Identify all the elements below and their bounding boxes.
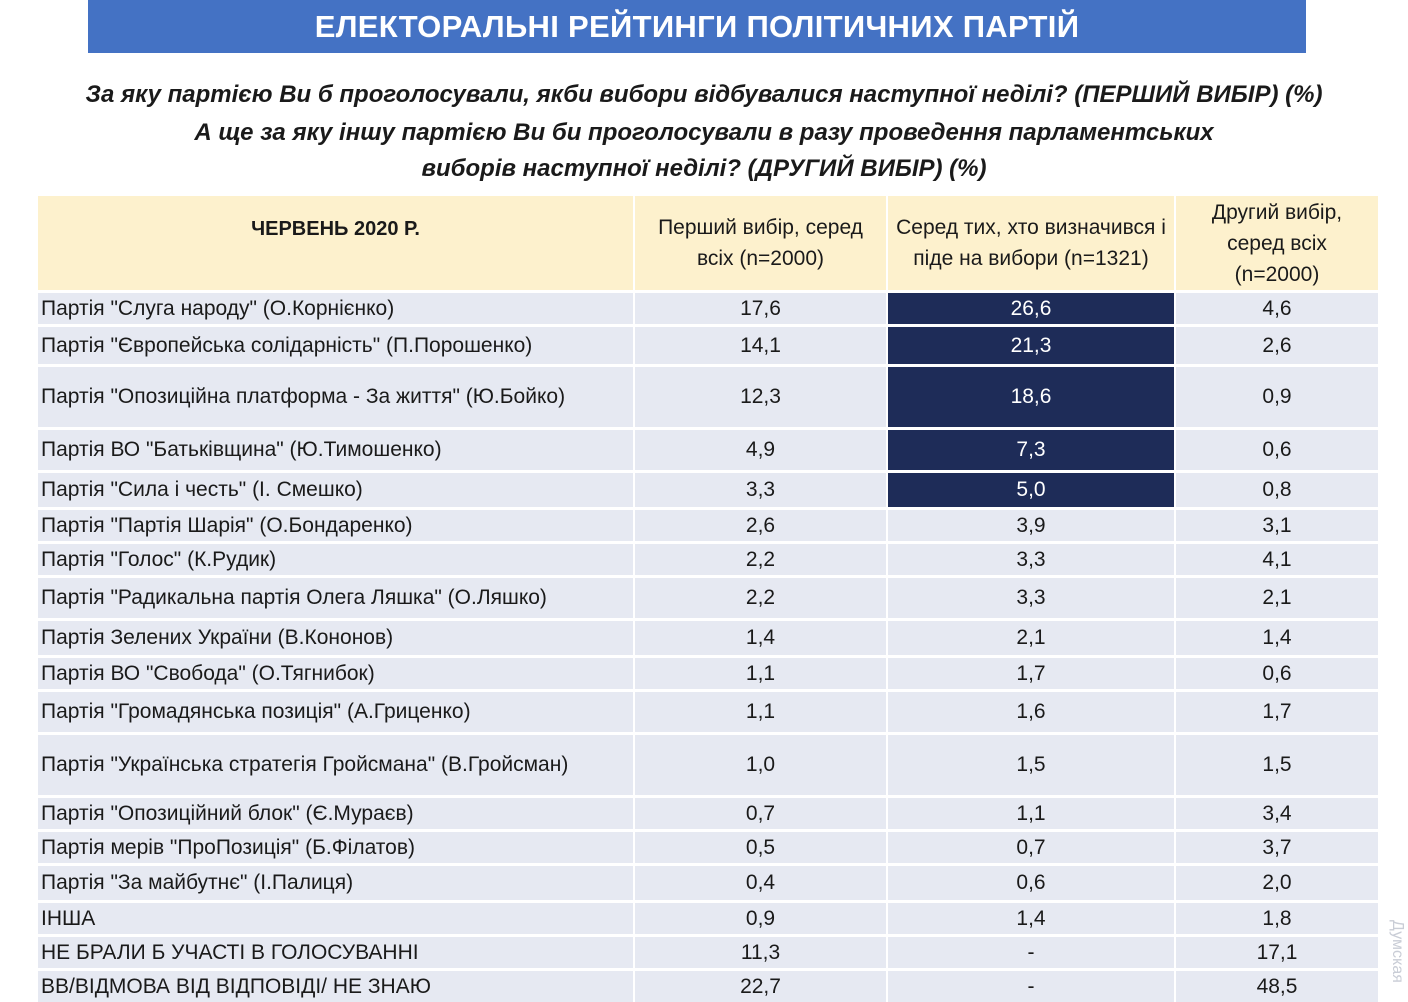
table-row bbox=[38, 655, 1380, 689]
first-choice-value: 0,7 bbox=[635, 795, 888, 829]
party-name-cell: Партія "Сила і честь" (І. Смешко) bbox=[38, 470, 635, 507]
party-name-cell: Партія Зелених України (В.Кононов) bbox=[38, 618, 635, 655]
decided-voters-value: 7,3 bbox=[888, 427, 1176, 470]
decided-voters-value: 3,3 bbox=[888, 541, 1176, 575]
decided-voters-value: 26,6 bbox=[888, 290, 1176, 324]
page-title-banner bbox=[88, 0, 1306, 53]
first-choice-value: 0,4 bbox=[635, 863, 888, 900]
second-choice-value: 48,5 bbox=[1176, 968, 1380, 1002]
decided-voters-value: 1,7 bbox=[888, 655, 1176, 689]
second-choice-value: 17,1 bbox=[1176, 934, 1380, 968]
table-body bbox=[38, 290, 1380, 1002]
second-choice-value: 3,1 bbox=[1176, 507, 1380, 541]
decided-voters-value: 1,1 bbox=[888, 795, 1176, 829]
first-choice-value: 0,5 bbox=[635, 829, 888, 863]
decided-voters-value: 1,5 bbox=[888, 732, 1176, 795]
question-first-choice: За яку партією Ви б проголосували, якби вибори відбувалися наступної неділі? (ПЕРШИЙ ВИБІР) (%) bbox=[85, 81, 1323, 108]
first-choice-value: 1,4 bbox=[635, 618, 888, 655]
party-name-cell: Партія "Європейська солідарність" (П.Порошенко) bbox=[38, 324, 635, 364]
decided-voters-value: 1,4 bbox=[888, 900, 1176, 934]
decided-voters-value: 0,7 bbox=[888, 829, 1176, 863]
party-name-cell: Партія "Громадянська позиція" (А.Гриценко) bbox=[38, 689, 635, 732]
header-second-choice: Другий вибір, серед всіх (n=2000) bbox=[1176, 196, 1380, 290]
table-row bbox=[38, 689, 1380, 732]
first-choice-value: 1,0 bbox=[635, 732, 888, 795]
first-choice-value: 22,7 bbox=[635, 968, 888, 1002]
first-choice-value: 3,3 bbox=[635, 470, 888, 507]
party-name-cell: Партія "Опозиційна платформа - За життя" (Ю.Бойко) bbox=[38, 364, 635, 427]
table-row bbox=[38, 541, 1380, 575]
table-row bbox=[38, 470, 1380, 507]
table-row bbox=[38, 732, 1380, 795]
table-row bbox=[38, 324, 1380, 364]
table-header-row bbox=[38, 196, 1380, 290]
party-name-cell: Партія ВО "Батьківщина" (Ю.Тимошенко) bbox=[38, 427, 635, 470]
first-choice-value: 2,2 bbox=[635, 575, 888, 618]
table-row bbox=[38, 290, 1380, 324]
header-period: ЧЕРВЕНЬ 2020 Р. bbox=[38, 196, 635, 290]
decided-voters-value: 5,0 bbox=[888, 470, 1176, 507]
decided-voters-value: 3,3 bbox=[888, 575, 1176, 618]
second-choice-value: 0,8 bbox=[1176, 470, 1380, 507]
party-name-cell: Партія "Радикальна партія Олега Ляшка" (О.Ляшко) bbox=[38, 575, 635, 618]
party-name-cell: ВВ/ВІДМОВА ВІД ВІДПОВІДІ/ НЕ ЗНАЮ bbox=[38, 968, 635, 1002]
party-name-cell: Партія мерів "ПроПозиція" (Б.Філатов) bbox=[38, 829, 635, 863]
first-choice-value: 2,6 bbox=[635, 507, 888, 541]
first-choice-value: 17,6 bbox=[635, 290, 888, 324]
first-choice-value: 11,3 bbox=[635, 934, 888, 968]
first-choice-value: 12,3 bbox=[635, 364, 888, 427]
table-row bbox=[38, 863, 1380, 900]
first-choice-value: 4,9 bbox=[635, 427, 888, 470]
header-first-choice: Перший вибір, серед всіх (n=2000) bbox=[635, 196, 888, 290]
second-choice-value: 0,9 bbox=[1176, 364, 1380, 427]
second-choice-value: 0,6 bbox=[1176, 655, 1380, 689]
table-row bbox=[38, 507, 1380, 541]
first-choice-value: 1,1 bbox=[635, 655, 888, 689]
second-choice-value: 2,6 bbox=[1176, 324, 1380, 364]
second-choice-value: 2,1 bbox=[1176, 575, 1380, 618]
party-name-cell: Партія "Партія Шарія" (О.Бондаренко) bbox=[38, 507, 635, 541]
party-name-cell: Партія "Українська стратегія Гройсмана" (В.Гройсман) bbox=[38, 732, 635, 795]
decided-voters-value: 1,6 bbox=[888, 689, 1176, 732]
table-row bbox=[38, 900, 1380, 934]
second-choice-value: 0,6 bbox=[1176, 427, 1380, 470]
party-name-cell: Партія "Слуга народу" (О.Корнієнко) bbox=[38, 290, 635, 324]
table-row bbox=[38, 968, 1380, 1002]
party-name-cell: НЕ БРАЛИ Б УЧАСТІ В ГОЛОСУВАННІ bbox=[38, 934, 635, 968]
second-choice-value: 2,0 bbox=[1176, 863, 1380, 900]
second-choice-value: 1,5 bbox=[1176, 732, 1380, 795]
second-choice-value: 3,4 bbox=[1176, 795, 1380, 829]
second-choice-value: 4,1 bbox=[1176, 541, 1380, 575]
party-name-cell: Партія "За майбутнє" (І.Палиця) bbox=[38, 863, 635, 900]
decided-voters-value: 3,9 bbox=[888, 507, 1176, 541]
decided-voters-value: 18,6 bbox=[888, 364, 1176, 427]
second-choice-value: 4,6 bbox=[1176, 290, 1380, 324]
question-second-choice-line2: виборів наступної неділі? (ДРУГИЙ ВИБІР) (%) bbox=[421, 155, 987, 182]
table-row bbox=[38, 575, 1380, 618]
watermark: Думская bbox=[1389, 920, 1406, 983]
header-decided-voters: Серед тих, хто визначився і піде на вибори (n=1321) bbox=[888, 196, 1176, 290]
ratings-table bbox=[38, 196, 1380, 1002]
second-choice-value: 1,7 bbox=[1176, 689, 1380, 732]
table-row bbox=[38, 795, 1380, 829]
first-choice-value: 1,1 bbox=[635, 689, 888, 732]
table-row bbox=[38, 934, 1380, 968]
first-choice-value: 0,9 bbox=[635, 900, 888, 934]
second-choice-value: 1,4 bbox=[1176, 618, 1380, 655]
party-name-cell: ІНША bbox=[38, 900, 635, 934]
decided-voters-value: 0,6 bbox=[888, 863, 1176, 900]
party-name-cell: Партія "Голос" (К.Рудик) bbox=[38, 541, 635, 575]
decided-voters-value: - bbox=[888, 934, 1176, 968]
page-title: ЕЛЕКТОРАЛЬНІ РЕЙТИНГИ ПОЛІТИЧНИХ ПАРТІЙ bbox=[314, 8, 1080, 44]
party-name-cell: Партія "Опозиційний блок" (Є.Мураєв) bbox=[38, 795, 635, 829]
decided-voters-value: 2,1 bbox=[888, 618, 1176, 655]
first-choice-value: 14,1 bbox=[635, 324, 888, 364]
first-choice-value: 2,2 bbox=[635, 541, 888, 575]
table-row bbox=[38, 427, 1380, 470]
party-name-cell: Партія ВО "Свобода" (О.Тягнибок) bbox=[38, 655, 635, 689]
decided-voters-value: - bbox=[888, 968, 1176, 1002]
second-choice-value: 1,8 bbox=[1176, 900, 1380, 934]
second-choice-value: 3,7 bbox=[1176, 829, 1380, 863]
table-row bbox=[38, 829, 1380, 863]
table-row bbox=[38, 618, 1380, 655]
decided-voters-value: 21,3 bbox=[888, 324, 1176, 364]
question-second-choice-line1: А ще за яку іншу партією Ви би проголосували в разу проведення парламентських bbox=[194, 119, 1214, 146]
table-row bbox=[38, 364, 1380, 427]
